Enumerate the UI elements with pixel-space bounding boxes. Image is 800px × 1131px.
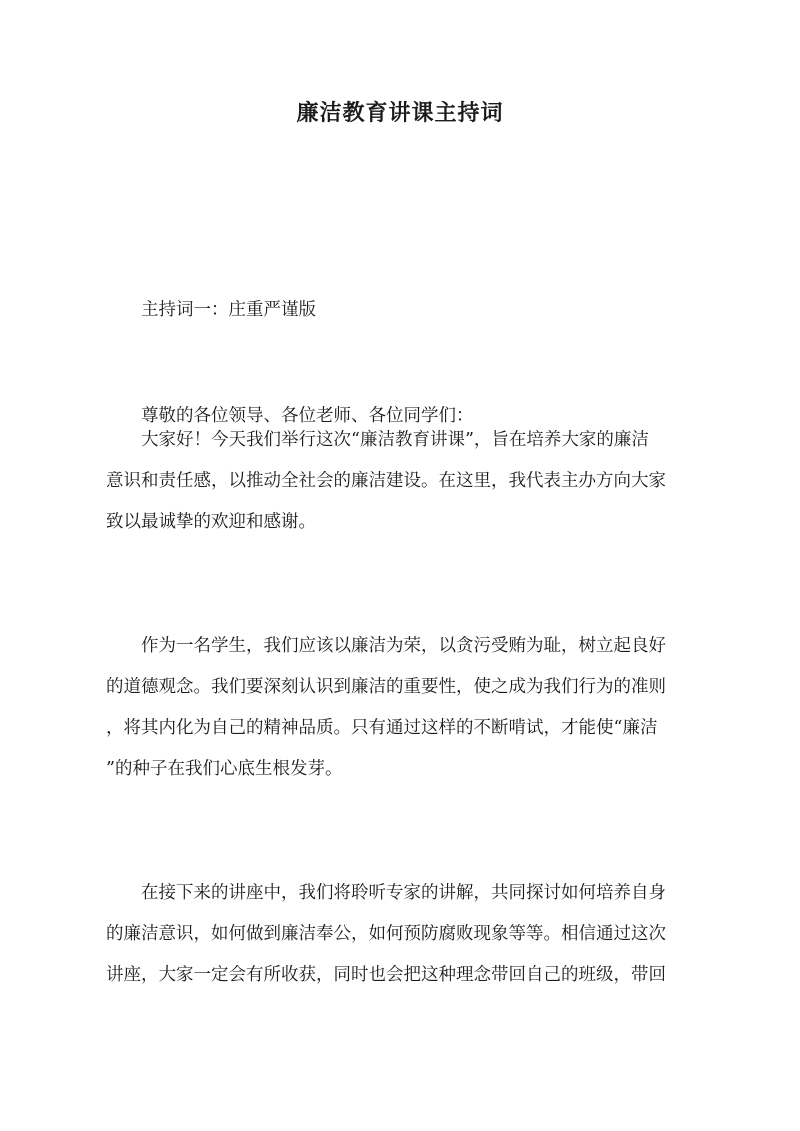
subtitle-line: 主持词一：庄重严谨版	[141, 300, 316, 320]
paragraph-line: 的廉洁意识，如何做到廉洁奉公，如何预防腐败现象等等。相信通过这次	[106, 924, 666, 944]
paragraph-line: 作为一名学生，我们应该以廉洁为荣，以贪污受贿为耻，树立起良好	[141, 636, 666, 656]
paragraph-line: 的道德观念。我们要深刻认识到廉洁的重要性，使之成为我们行为的准则	[106, 677, 666, 697]
document-title: 廉洁教育讲课主持词	[296, 100, 504, 126]
paragraph-line: 在接下来的讲座中，我们将聆听专家的讲解，共同探讨如何培养自身	[141, 883, 666, 903]
greeting-line: 尊敬的各位领导、各位老师、各位同学们：	[141, 406, 474, 426]
paragraph-line: 讲座，大家一定会有所收获，同时也会把这种理念带回自己的班级，带回	[106, 965, 666, 985]
paragraph-line: ，将其内化为自己的精神品质。只有通过这样的不断啃试，才能使“廉洁	[106, 718, 658, 738]
paragraph-1	[106, 420, 696, 543]
paragraph-line: 意识和责任感，以推动全社会的廉洁建设。在这里，我代表主办方向大家	[106, 471, 666, 491]
paragraph-3	[106, 873, 696, 996]
paragraph-line: 致以最诚挚的欢迎和感谢。	[106, 512, 316, 532]
paragraph-line: 大家好！今天我们举行这次“廉洁教育讲课”，旨在培养大家的廉洁	[141, 430, 649, 450]
paragraph-line: ”的种子在我们心底生根发芽。	[106, 759, 343, 779]
paragraph-2	[106, 626, 696, 790]
